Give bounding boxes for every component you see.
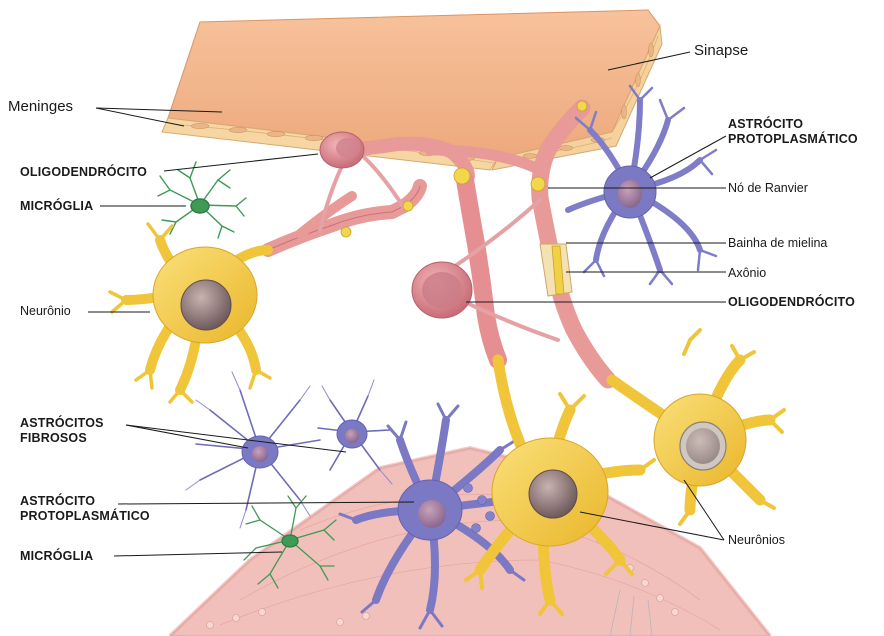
label-neuronios: Neurônios (728, 533, 785, 547)
label-meninges: Meninges (8, 98, 74, 115)
label-astrocito-left-line2: PROTOPLASMÁTICO (20, 508, 150, 523)
label-astrocito-protoplasmatico-right (728, 117, 858, 147)
label-astrocitos-fibrosos-line1: ASTRÓCITOS (20, 416, 104, 430)
label-bainha-de-mielina: Bainha de mielina (728, 236, 828, 250)
label-astrocito-right-line1: ASTRÓCITO (728, 117, 804, 131)
label-astrocito-left-line1: ASTRÓCITO (20, 494, 96, 508)
label-oligodendrocito-left: OLIGODENDRÓCITO (20, 165, 148, 179)
neuron-left (110, 224, 270, 402)
label-astrocito-protoplasmatico-left (20, 494, 150, 524)
label-sinapse: Sinapse (694, 42, 749, 59)
label-astrocito-right-line2: PROTOPLASMÁTICO (728, 131, 858, 146)
label-neuronio: Neurônio (20, 304, 71, 318)
label-oligodendrocito-right: OLIGODENDRÓCITO (728, 295, 856, 309)
label-astrocitos-fibrosos (20, 416, 104, 446)
axon-cut (540, 244, 572, 296)
label-microglia-bottom: MICRÓGLIA (20, 549, 94, 563)
label-astrocitos-fibrosos-line2: FIBROSOS (20, 430, 87, 445)
label-axonio: Axônio (728, 266, 767, 280)
label-no-de-ranvier: Nó de Ranvier (728, 181, 808, 195)
label-microglia-top: MICRÓGLIA (20, 199, 94, 213)
